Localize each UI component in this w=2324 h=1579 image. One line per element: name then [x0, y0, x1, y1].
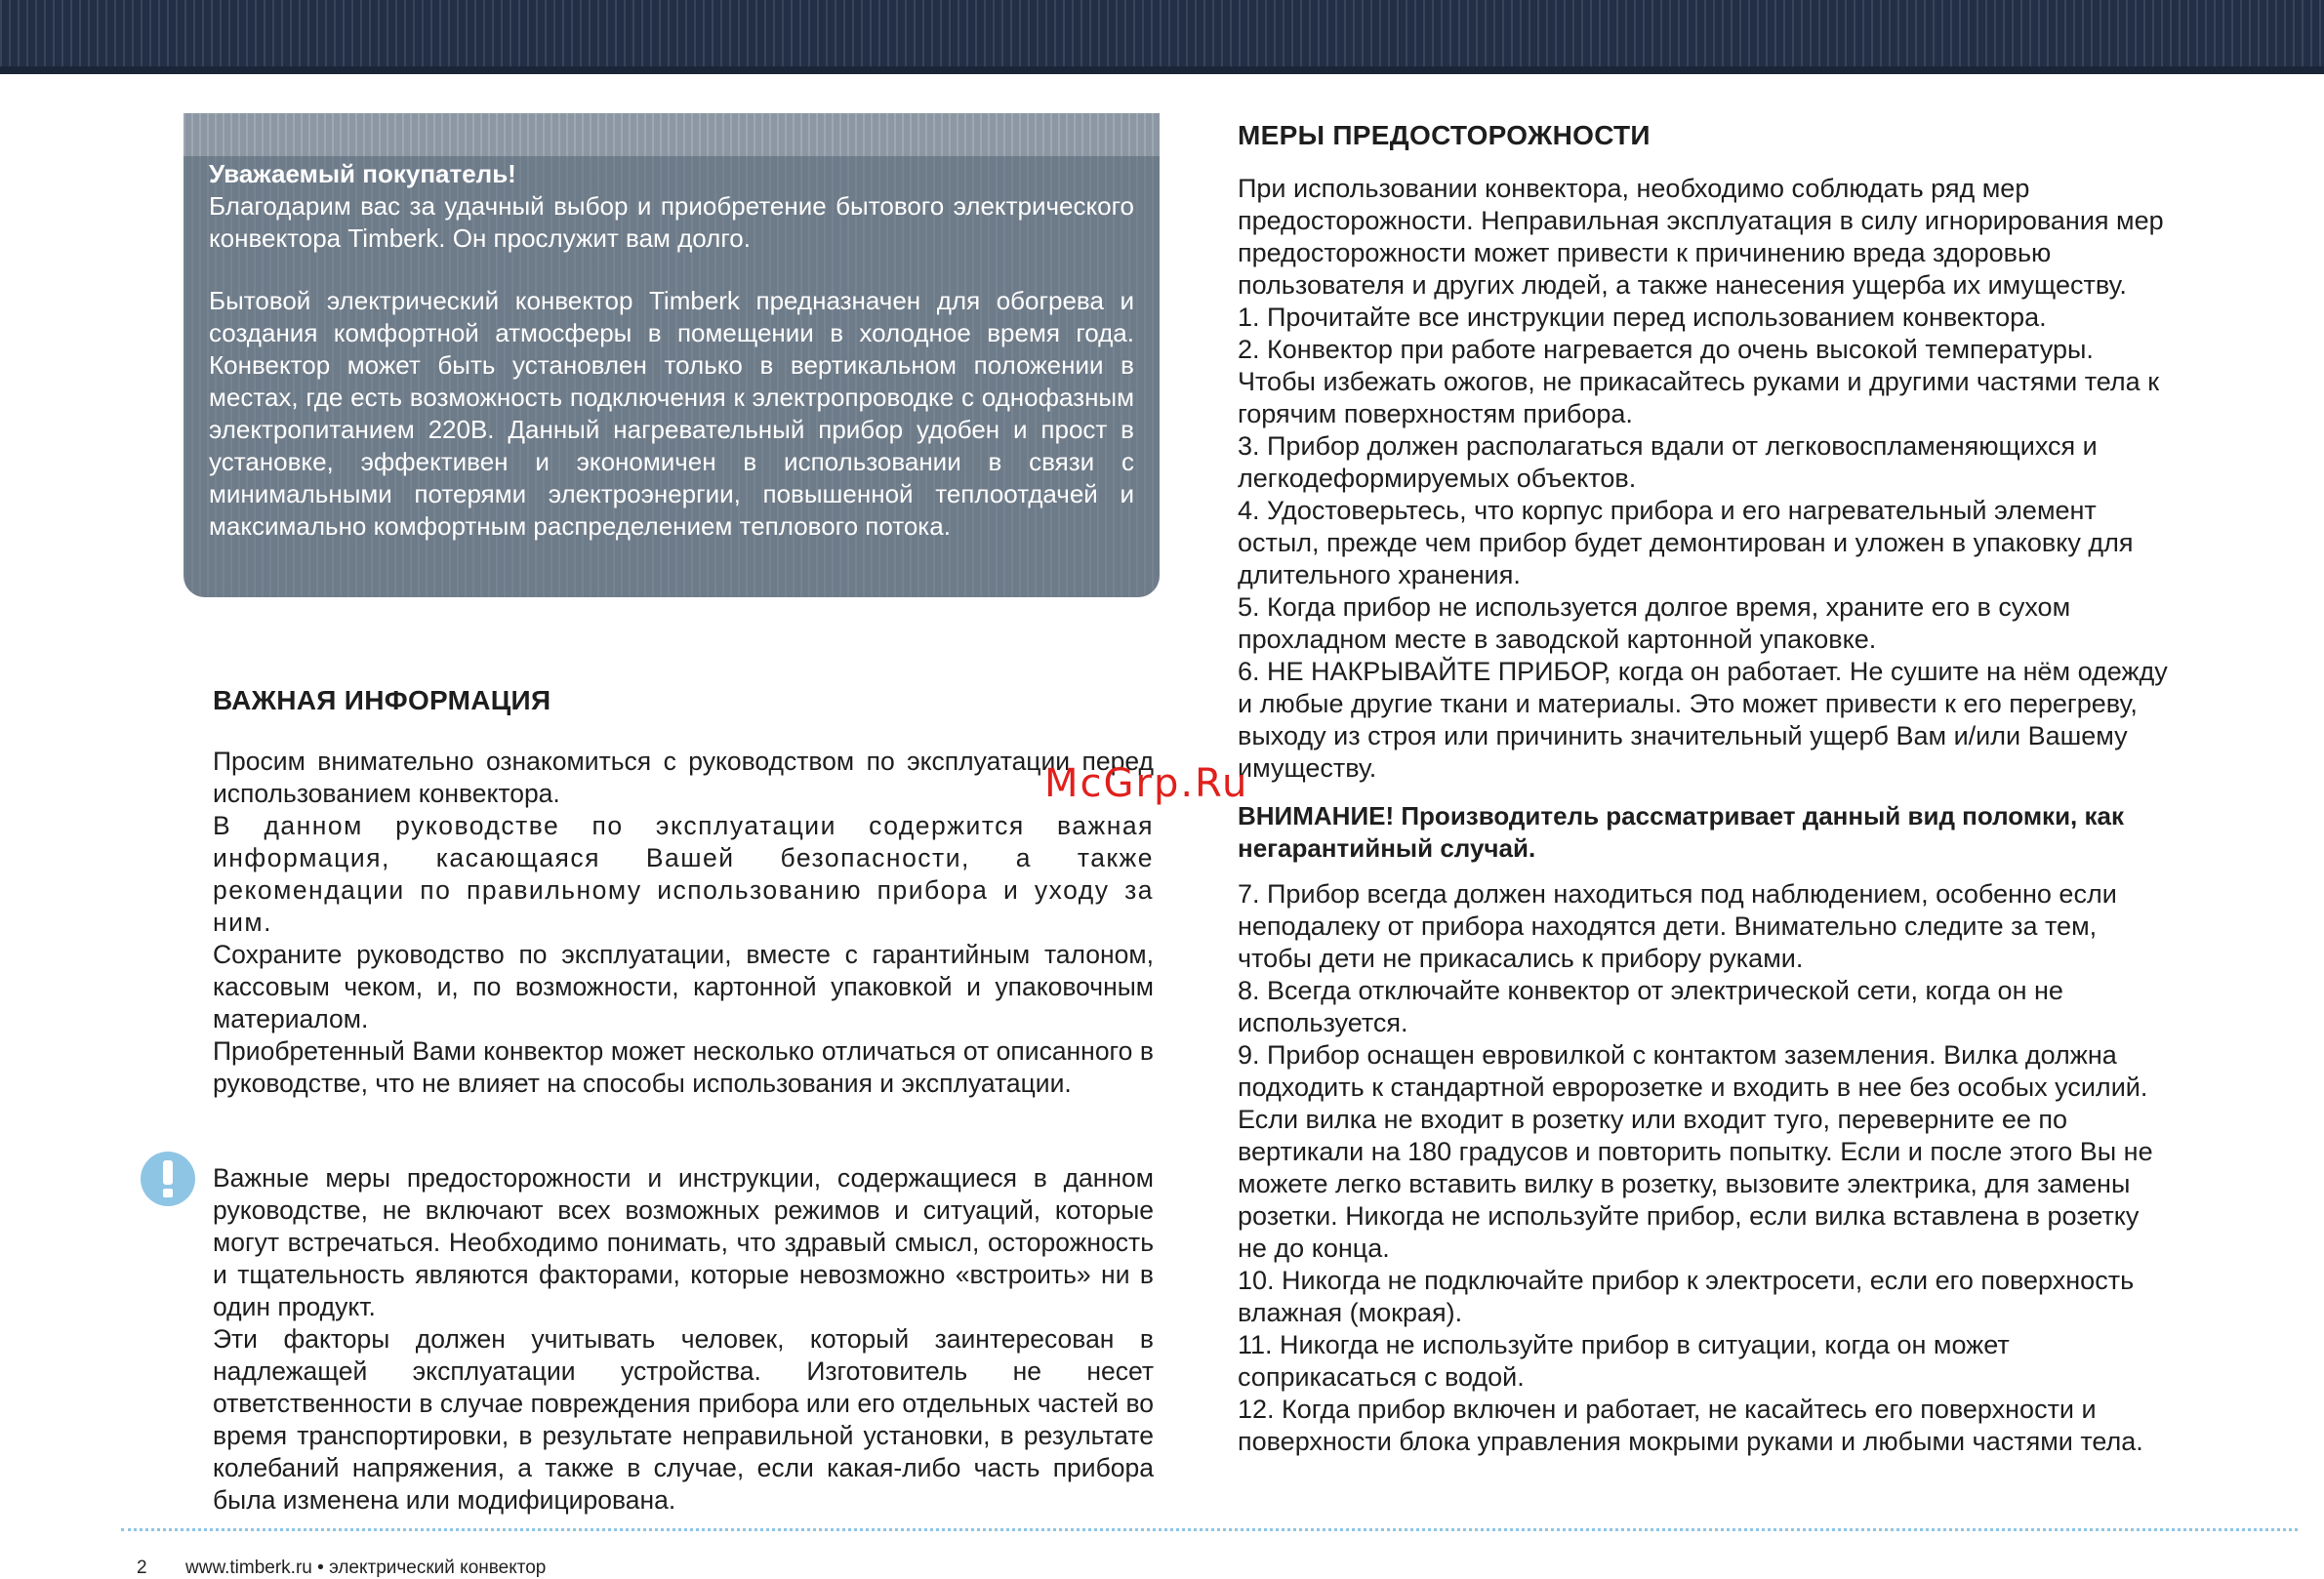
important-info-heading: ВАЖНАЯ ИНФОРМАЦИЯ [213, 685, 551, 715]
important-paragraph: Просим внимательно ознакомиться с руководством по эксплуатации перед использованием конвектора. [213, 747, 1154, 808]
caution-section [213, 1162, 1154, 1517]
precaution-item: 12. Когда прибор включен и работает, не касайтесь его поверхности и поверхности блока управления мокрыми руками и любыми частями тела. [1238, 1395, 2143, 1456]
precaution-item: 10. Никогда не подключайте прибор к электросети, если его поверхность влажная (мокрая). [1238, 1266, 2135, 1327]
precaution-item: 2. Конвектор при работе нагревается до очень высокой температуры. Чтобы избежать ожогов, не прикасайтесь руками и другими частями тела к горячим поверхностям прибора. [1238, 335, 2160, 428]
exclamation-icon [141, 1152, 195, 1206]
precaution-item: 3. Прибор должен располагаться вдали от легковоспламеняющихся и легкодеформируемых объектов. [1238, 431, 2098, 493]
caution-paragraph: Важные меры предосторожности и инструкции, содержащиеся в данном руководстве, не включают всех возможных режимов и ситуаций, которые могут встречаться. Необходимо понимать, что здравый смысл, осторожность и тщательность являются факторами, которые невозможно «встроить» ни в один продукт. [213, 1163, 1154, 1321]
precaution-item: 4. Удостоверьтесь, что корпус прибора и его нагревательный элемент остыл, прежде чем прибор будет демонтирован и уложен в упаковку для длительного хранения. [1238, 496, 2134, 589]
precautions-heading: МЕРЫ ПРЕДОСТОРОЖНОСТИ [1238, 120, 1651, 150]
precautions-section [1238, 118, 2175, 1458]
welcome-box-strip [183, 113, 1160, 156]
footer-divider [121, 1528, 2298, 1531]
welcome-paragraph: Благодарим вас за удачный выбор и приобретение бытового электрического конвектора Timberk. Он прослужит вам долго. [209, 191, 1134, 253]
important-paragraph: Сохраните руководство по эксплуатации, вместе с гарантийным талоном, кассовым чеком, и, по возможности, картонной упаковкой и упаковочным материалом. [213, 940, 1154, 1033]
welcome-title: Уважаемый покупатель! [209, 159, 516, 188]
precaution-item: 6. НЕ НАКРЫВАЙТЕ ПРИБОР, когда он работает. Не сушите на нём одежду и любые другие ткани и материалы. Это может привести к его перегреву, выходу из строя или причинить значительный ущерб Вам и/или Вашему имуществу. [1238, 657, 2168, 783]
precaution-item: 7. Прибор всегда должен находиться под наблюдением, особенно если неподалеку от прибора находятся дети. Внимательно следите за тем, чтобы дети не прикасались к прибору руками. [1238, 879, 2117, 973]
welcome-box [183, 113, 1160, 597]
top-decorative-band [0, 0, 2324, 74]
precaution-item: 1. Прочитайте все инструкции перед использованием конвектора. [1238, 303, 2047, 332]
footer-text: www.timberk.ru • электрический конвектор [185, 1558, 547, 1578]
precaution-item: 9. Прибор оснащен евровилкой с контактом заземления. Вилка должна подходить к стандартной евророзетке и входить в нее без особых усилий. Если вилка не входит в розетку или входит туго, переверните ее по вертикали на 180 градусов и повторить попытку. Если и после этого Вы не можете легко вставить вилку в розетку, вызовите электрика, для замены розетки. Никогда не используйте прибор, если вилка вставлена в розетку не до конца. [1238, 1040, 2153, 1263]
important-info-section [213, 683, 1154, 1100]
page-number: 2 [137, 1558, 147, 1578]
warning-note: ВНИМАНИЕ! Производитель рассматривает данный вид поломки, как негарантийный случай. [1238, 801, 2124, 863]
important-paragraph: Приобретенный Вами конвектор может несколько отличаться от описанного в руководстве, что не влияет на способы использования и эксплуатации. [213, 1036, 1154, 1098]
precautions-intro: При использовании конвектора, необходимо соблюдать ряд мер предосторожности. Неправильная эксплуатация в силу игнорирования мер предосторожности может привести к причинению вреда здоровью пользователя и других людей, а также нанесения ущерба их имуществу. [1238, 174, 2164, 300]
watermark-text: McGrp.Ru [1044, 761, 1249, 806]
welcome-paragraph: Бытовой электрический конвектор Timberk предназначен для обогрева и создания комфортной атмосферы в помещении в холодное время года. Конвектор может быть установлен только в вертикальном положении в местах, где есть возможность подключения к электропроводке с однофазным электропитанием 220В. Данный нагревательный прибор удобен и прост в установке, эффективен и экономичен в использовании в связи с минимальными потерями электроэнергии, повышенной теплоотдачей и максимально комфортным распределением теплового потока. [209, 286, 1134, 541]
important-paragraph: В данном руководстве по эксплуатации содержится важная информация, касающаяся Вашей безопасности, а также рекомендации по правильному использованию прибора и уходу за ним. [213, 811, 1154, 937]
precaution-item: 11. Никогда не используйте прибор в ситуации, когда он может соприкасаться с водой. [1238, 1330, 2010, 1392]
precaution-item: 8. Всегда отключайте конвектор от электрической сети, когда он не используется. [1238, 976, 2063, 1037]
caution-paragraph: Эти факторы должен учитывать человек, который заинтересован в надлежащей эксплуатации устройства. Изготовитель не несет ответственности в случае повреждения прибора или его отдельных частей во время транспортировки, в результате неправильной установки, в результате колебаний напряжения, а также в случае, если какая-либо часть прибора была изменена или модифицирована. [213, 1324, 1154, 1515]
precaution-item: 5. Когда прибор не используется долгое время, храните его в сухом прохладном месте в заводской картонной упаковке. [1238, 592, 2071, 654]
